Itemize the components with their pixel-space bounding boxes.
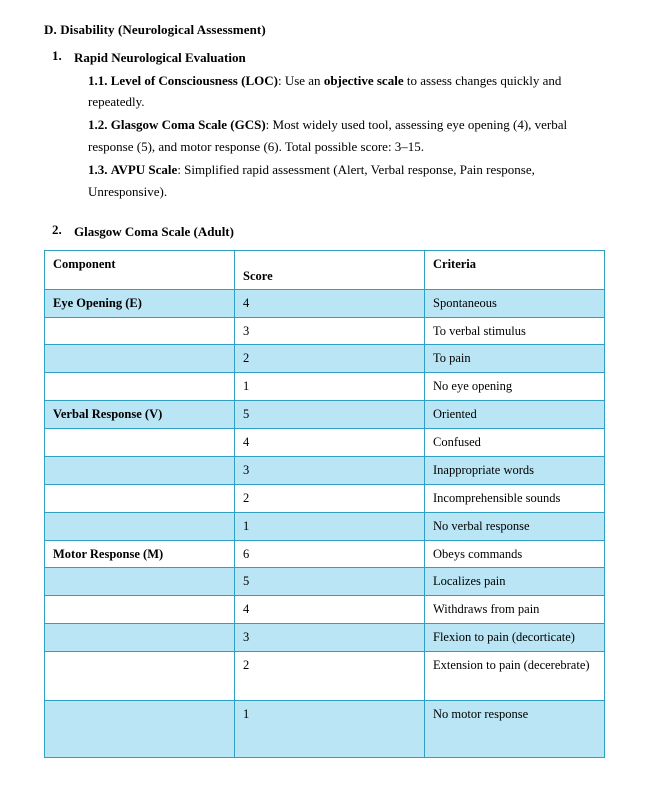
cell-score: 4: [235, 429, 425, 457]
cell-score: 1: [235, 512, 425, 540]
list-marker-1: 1.: [52, 48, 62, 63]
page-title: D. Disability (Neurological Assessment): [44, 22, 266, 37]
table-head: [45, 250, 605, 289]
cell-score: 3: [235, 456, 425, 484]
table-row: [45, 540, 605, 568]
column-header-component: Component: [45, 250, 235, 289]
cell-score: 6: [235, 540, 425, 568]
table-row: [45, 456, 605, 484]
cell-score: 1: [235, 373, 425, 401]
cell-score: 2: [235, 652, 425, 701]
cell-component: [45, 429, 235, 457]
column-header-criteria: Criteria: [425, 250, 605, 289]
table-row: [45, 429, 605, 457]
cell-score: 3: [235, 624, 425, 652]
cell-component: [45, 568, 235, 596]
list-marker-2: 2.: [52, 222, 62, 238]
cell-score: 5: [235, 401, 425, 429]
subitem-1-3-term: AVPU Scale: [110, 162, 178, 178]
table-row: [45, 596, 605, 624]
cell-score: 2: [235, 484, 425, 512]
table-body: [45, 289, 605, 757]
cell-component: [45, 652, 235, 701]
cell-score: 3: [235, 317, 425, 345]
cell-criteria: Inappropriate words: [425, 456, 605, 484]
cell-component: Motor Response (M): [45, 540, 235, 568]
cell-criteria: Spontaneous: [425, 289, 605, 317]
list-heading-2: Glasgow Coma Scale (Adult): [74, 224, 234, 240]
cell-component: Eye Opening (E): [45, 289, 235, 317]
table-row: [45, 289, 605, 317]
subitem-1-1: [74, 70, 608, 113]
cell-score: 4: [235, 289, 425, 317]
cell-criteria: To pain: [425, 345, 605, 373]
cell-criteria: No motor response: [425, 701, 605, 758]
list-item-glasgow-coma-scale-adult: [52, 222, 608, 242]
subitem-1-3: [74, 159, 608, 202]
table-row: [45, 345, 605, 373]
cell-component: [45, 317, 235, 345]
subitem-1-3-text: : Simplified rapid assessment (Alert, Verbal response, Pain response, Unresponsive).: [88, 162, 535, 199]
table-row: [45, 401, 605, 429]
cell-score: 5: [235, 568, 425, 596]
cell-criteria: To verbal stimulus: [425, 317, 605, 345]
cell-component: [45, 373, 235, 401]
table-row: [45, 317, 605, 345]
cell-component: [45, 596, 235, 624]
table-row: [45, 652, 605, 701]
cell-component: Verbal Response (V): [45, 401, 235, 429]
cell-criteria: No eye opening: [425, 373, 605, 401]
cell-component: [45, 624, 235, 652]
cell-criteria: Obeys commands: [425, 540, 605, 568]
subitem-1-3-number: 1.3.: [88, 162, 108, 178]
cell-component: [45, 345, 235, 373]
subitem-1-2-number: 1.2.: [88, 117, 108, 133]
cell-component: [45, 484, 235, 512]
subitem-1-1-number: 1.1.: [88, 72, 108, 88]
cell-criteria: Incomprehensible sounds: [425, 484, 605, 512]
subitem-1-2-text: : Most widely used tool, assessing eye opening (4), verbal response (5), and motor response (6). Total possible score: 3–15.: [88, 117, 568, 154]
column-header-score: Score: [235, 250, 425, 289]
cell-criteria: Localizes pain: [425, 568, 605, 596]
subitem-1-1-term: Level of Consciousness (LOC): [110, 72, 278, 88]
cell-criteria: Flexion to pain (decorticate): [425, 624, 605, 652]
list-heading-1: Rapid Neurological Evaluation: [74, 50, 246, 65]
subitem-1-1-text-b: to assess changes quickly and repeatedly.: [88, 72, 562, 109]
table-row: [45, 484, 605, 512]
table-row: [45, 624, 605, 652]
subitem-1-1-text-a: : Use an: [277, 72, 324, 88]
cell-component: [45, 701, 235, 758]
subitem-1-1-bold-inline: objective scale: [323, 72, 404, 88]
cell-criteria: No verbal response: [425, 512, 605, 540]
table-row: [45, 373, 605, 401]
table-row: [45, 568, 605, 596]
cell-criteria: Extension to pain (decerebrate): [425, 652, 605, 701]
cell-score: 4: [235, 596, 425, 624]
cell-criteria: Oriented: [425, 401, 605, 429]
outline-list: [44, 48, 608, 242]
cell-score: 2: [235, 345, 425, 373]
subitem-1-2-term: Glasgow Coma Scale (GCS): [110, 117, 266, 133]
table-header-row: [45, 250, 605, 289]
table-row: [45, 701, 605, 758]
gcs-table: [44, 250, 605, 758]
list-item-rapid-neurological-evaluation: [52, 48, 608, 202]
cell-component: [45, 456, 235, 484]
subitem-1-2: [74, 114, 608, 157]
spacer: [74, 208, 608, 222]
cell-score: 1: [235, 701, 425, 758]
table-row: [45, 512, 605, 540]
cell-component: [45, 512, 235, 540]
cell-criteria: Withdraws from pain: [425, 596, 605, 624]
cell-criteria: Confused: [425, 429, 605, 457]
